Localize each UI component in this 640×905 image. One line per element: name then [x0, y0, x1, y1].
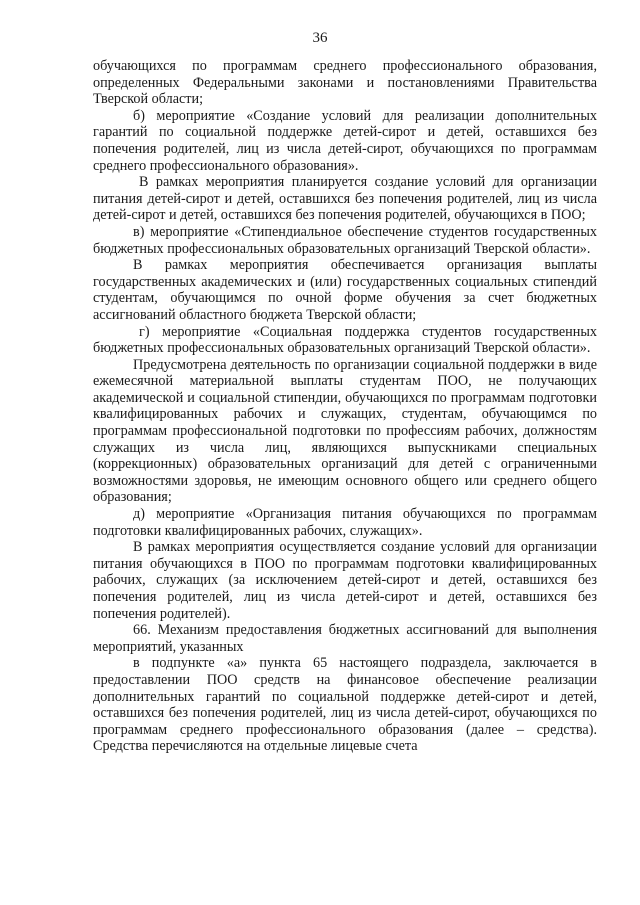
- paragraph-item-d-detail: В рамках мероприятия осуществляется создание условий для организации питания обучающихся в ПОО по программам подготовки квалифицированных рабочих, служащих (за исключением детей-сирот и детей, оставшихся без попечения родителей, лиц из числа детей-сирот и детей, оставшихся без попечения родителей).: [93, 539, 597, 622]
- document-body: [93, 58, 597, 755]
- paragraph-item-g-detail: Предусмотрена деятельность по организации социальной поддержки в виде ежемесячной материальной выплаты студентам ПОО, не получающих академической и социальной стипендии, обучающихся по программам подготовки квалифицированных рабочих и служащих, студентам, обучающимся по программам профессиональной подготовки по профессиям рабочих, должностям служащих из числа лиц, являющихся выпускниками специальных (коррекционных) образовательных организаций для детей с ограниченными возможностями здоровья, не имеющим основного общего или среднего общего образования;: [93, 356, 597, 506]
- page-number: 36: [312, 30, 328, 46]
- paragraph-item-b: б) мероприятие «Создание условий для реализации дополнительных гарантий по социальной поддержке детей-сирот и детей, оставшихся без попечения родителей, лиц из числа детей-сирот, обучающихся по программам среднего профессионального образования».: [93, 107, 597, 174]
- paragraph-66-heading: 66. Механизм предоставления бюджетных ассигнований для выполнения мероприятий, указанных: [93, 622, 597, 655]
- paragraph-item-v: в) мероприятие «Стипендиальное обеспечение студентов государственных бюджетных профессиональных образовательных организаций Тверской области».: [93, 223, 597, 257]
- paragraph-continuation: обучающихся по программам среднего профессионального образования, определенных Федеральными законами и постановлениями Правительства Тверской области;: [93, 58, 597, 108]
- paragraph-item-v-detail: В рамках мероприятия обеспечивается организация выплаты государственных академических и (или) государственных социальных стипендий студентам, обучающимся по очной форме обучения за счет бюджетных ассигнований областного бюджета Тверской области;: [93, 257, 597, 323]
- paragraph-item-g: г) мероприятие «Социальная поддержка студентов государственных бюджетных профессиональных образовательных организаций Тверской области».: [93, 323, 597, 357]
- paragraph-66-body: в подпункте «а» пункта 65 настоящего подраздела, заключается в предоставлении ПОО средств на финансовое обеспечение реализации дополнительных гарантий по социальной поддержке детей-сирот и детей, оставшихся без попечения родителей, лиц из числа детей-сирот, обучающихся по программам среднего профессионального образования (далее – средства). Средства перечисляются на отдельные лицевые счета: [93, 655, 597, 755]
- paragraph-item-b-detail: В рамках мероприятия планируется создание условий для организации питания детей-сирот и детей, оставшихся без попечения родителей, лиц из числа детей-сирот и детей, оставшихся без попечения родителей, обучающихся в ПОО;: [93, 174, 597, 224]
- paragraph-item-d: д) мероприятие «Организация питания обучающихся по программам подготовки квалифицированных рабочих, служащих».: [93, 506, 597, 539]
